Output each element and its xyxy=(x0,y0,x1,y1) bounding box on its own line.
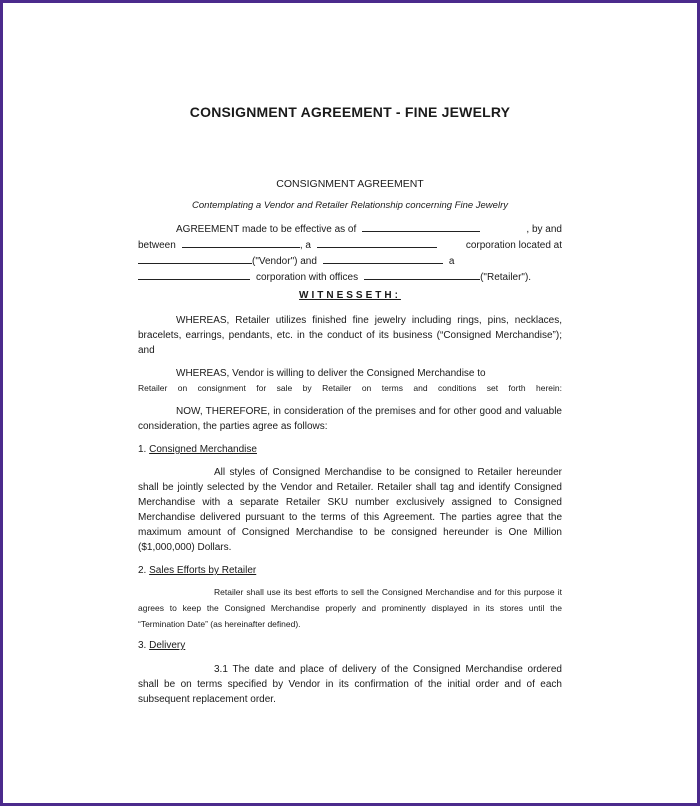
document-title: CONSIGNMENT AGREEMENT - FINE JEWELRY xyxy=(189,104,511,120)
preamble-text: a xyxy=(448,256,455,267)
preamble-text: corporation located at xyxy=(465,240,562,251)
preamble-line-4 xyxy=(138,270,562,285)
preamble-text: ("Vendor") and xyxy=(252,256,317,267)
preamble xyxy=(138,222,562,285)
witnesseth-heading: WITNESSETH: xyxy=(299,290,401,301)
section-1-body: All styles of Consigned Merchandise to be consigned to Retailer hereunder shall be jointly selected by the Vendor and Retailer. Retailer shall tag and identify Consigned Merchandise with a separate Retailer SKU number exclusively assigned to Consigned Merchandise delivered pursuant to the terms of this Agreement. The parties agree that the maximum amount of Consigned Merchandise to be consigned hereunder is One Million ($1,000,000) Dollars. xyxy=(138,467,562,553)
whereas-2-line-1: WHEREAS, Vendor is willing to deliver the Consigned Merchandise to xyxy=(176,368,486,379)
preamble-text: , a xyxy=(299,240,311,251)
whereas-1: WHEREAS, Retailer utilizes finished fine jewelry including rings, pins, necklaces, bracelets, earrings, pendants, etc. in the conduct of its business (“Consigned Merchandise”); and xyxy=(138,315,562,356)
retailer-address-blank[interactable] xyxy=(364,270,480,280)
whereas-2 xyxy=(138,366,562,395)
preamble-text: AGREEMENT made to be effective as of xyxy=(176,224,357,235)
section-3-body: 3.1 The date and place of delivery of the Consigned Merchandise ordered shall be on terms specified by Vendor in its confirmation of the initial order and of each subsequent replacement order. xyxy=(138,664,562,705)
document-tagline: Contemplating a Vendor and Retailer Relationship concerning Fine Jewelry xyxy=(192,200,508,211)
section-1-heading: 1. Consigned Merchandise xyxy=(138,444,257,455)
preamble-text: , by and xyxy=(526,224,562,235)
document-subtitle: CONSIGNMENT AGREEMENT xyxy=(276,178,424,190)
preamble-text: corporation with offices xyxy=(256,272,359,283)
vendor-name-blank[interactable] xyxy=(182,238,300,248)
whereas-2-line-2: Retailer on consignment for sale by Retailer on terms and conditions set forth herein: xyxy=(138,383,562,393)
now-therefore: NOW, THEREFORE, in consideration of the premises and for other good and valuable consideration, the parties agree as follows: xyxy=(138,406,562,432)
preamble-line-3 xyxy=(138,254,562,269)
section-2-heading: 2. Sales Efforts by Retailer xyxy=(138,565,257,576)
vendor-state-blank[interactable] xyxy=(317,238,437,248)
preamble-text: ("Retailer"). xyxy=(480,272,532,283)
preamble-line-2 xyxy=(138,238,562,253)
vendor-address-blank[interactable] xyxy=(138,254,252,264)
preamble-line-1 xyxy=(138,222,562,237)
retailer-name-blank[interactable] xyxy=(323,254,443,264)
section-3-heading: 3. Delivery xyxy=(138,640,186,651)
retailer-state-blank[interactable] xyxy=(138,270,250,280)
preamble-text: between xyxy=(138,240,176,251)
date-blank[interactable] xyxy=(362,222,480,232)
section-2-body: Retailer shall use its best efforts to sell the Consigned Merchandise and for this purpose it agrees to keep the Consigned Merchandise properly and prominently displayed in its stores until the “Termination Date” (as hereinafter defined). xyxy=(138,587,562,629)
